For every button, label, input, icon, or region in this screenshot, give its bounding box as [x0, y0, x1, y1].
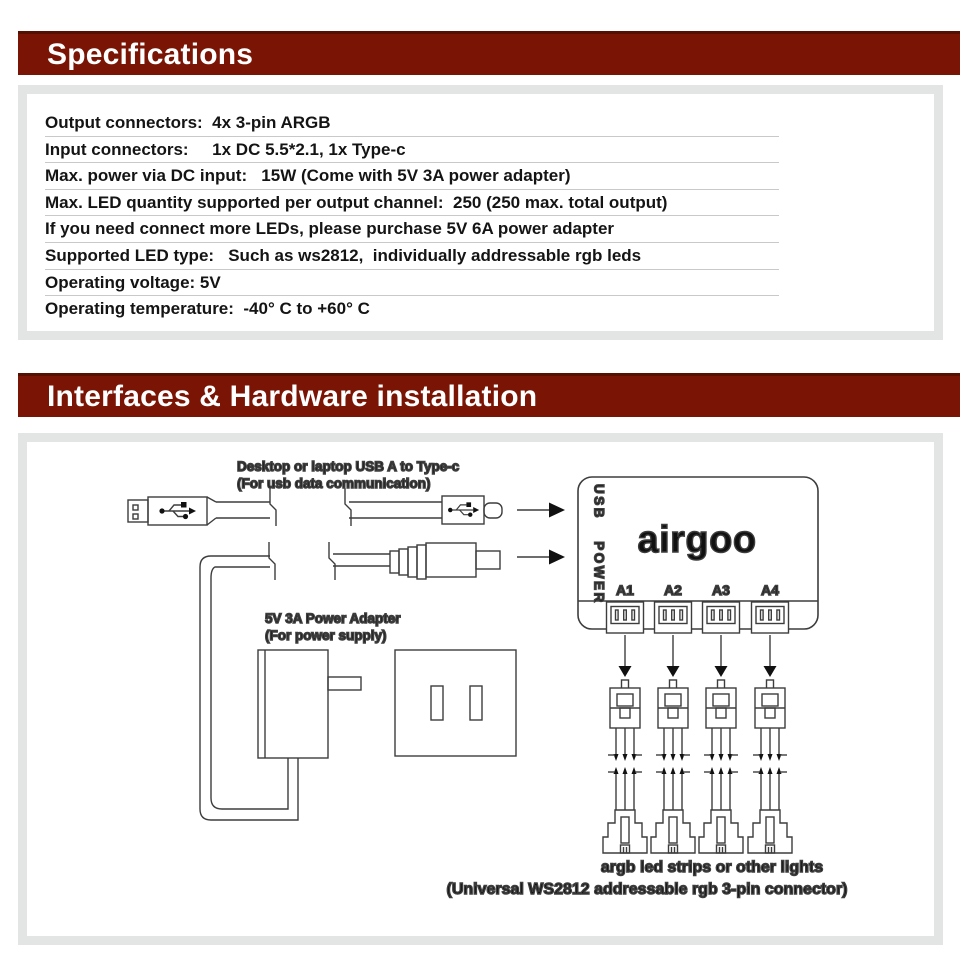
- section-header-interfaces: Interfaces & Hardware installation: [18, 373, 960, 417]
- arrow-right-icon: [517, 503, 565, 518]
- argb-socket-a3: [703, 602, 740, 633]
- down-arrow-icon: [619, 635, 632, 677]
- usb-cable-label-line1: Desktop or laptop USB A to Type-c: [237, 459, 460, 474]
- spec-row-more-leds-note: If you need connect more LEDs, please purchase 5V 6A power adapter: [45, 216, 779, 243]
- adapter-cable: [211, 567, 288, 809]
- female-3pin-connector: [699, 767, 743, 853]
- argb-socket-a4: [752, 602, 789, 633]
- spec-row-input-connectors: Input connectors: 1x DC 5.5*2.1, 1x Type-c: [45, 137, 779, 164]
- hardware-installation-panel: [18, 433, 943, 945]
- port-label-a1: A1: [616, 582, 634, 598]
- spec-row-max-led-quantity: Max. LED quantity supported per output channel: 250 (250 max. total output): [45, 190, 779, 217]
- argb-socket-a2: [655, 602, 692, 633]
- down-arrow-icon: [715, 635, 728, 677]
- power-adapter-icon: [200, 542, 361, 820]
- usb-c-connector-icon: [345, 488, 502, 526]
- port-label-a4: A4: [761, 582, 779, 598]
- wall-outlet-icon: [395, 650, 516, 756]
- controller-box: [578, 477, 818, 633]
- installation-diagram: [27, 442, 934, 936]
- usb-port-label: USB: [591, 483, 607, 521]
- arrow-right-icon: [517, 550, 565, 565]
- female-3pin-connector: [603, 767, 647, 853]
- female-3pin-connector: [651, 767, 695, 853]
- spec-row-led-type: Supported LED type: Such as ws2812, individually addressable rgb leds: [45, 243, 779, 270]
- spec-row-operating-temperature: Operating temperature: -40° C to +60° C: [45, 299, 370, 319]
- strips-caption-line1: argb led strips or other lights: [600, 859, 824, 876]
- port-label-a2: A2: [664, 582, 682, 598]
- brand-logo: airgoo: [637, 519, 757, 561]
- male-3pin-connector: [704, 680, 738, 761]
- strips-caption-line2: (Universal WS2812 addressable rgb 3-pin connector): [446, 881, 848, 898]
- male-3pin-connector: [608, 680, 642, 761]
- spec-list: [45, 110, 779, 322]
- cable-break-mark: [345, 488, 351, 526]
- power-port-label: POWER: [591, 541, 607, 605]
- down-arrow-icon: [667, 635, 680, 677]
- cable-break-mark: [329, 542, 335, 580]
- usb-a-connector-icon: [128, 488, 276, 526]
- female-3pin-connector: [748, 767, 792, 853]
- spec-row-output-connectors: Output connectors: 4x 3-pin ARGB: [45, 110, 779, 137]
- cable-break-mark: [269, 542, 275, 580]
- usb-cable-label-line2: (For usb data communication): [237, 476, 431, 491]
- specifications-panel: [18, 85, 943, 340]
- adapter-cable: [200, 556, 298, 820]
- spec-row-operating-voltage: Operating voltage: 5V: [45, 270, 779, 297]
- male-3pin-connector: [656, 680, 690, 761]
- dc-plug-icon: [329, 542, 500, 580]
- down-arrow-icon: [764, 635, 777, 677]
- spec-row-max-power: Max. power via DC input: 15W (Come with 5V 3A power adapter): [45, 163, 779, 190]
- argb-socket-a1: [607, 602, 644, 633]
- adapter-label-line1: 5V 3A Power Adapter: [265, 611, 401, 626]
- male-3pin-connector: [753, 680, 787, 761]
- cable-break-mark: [270, 488, 276, 526]
- adapter-label-line2: (For power supply): [265, 628, 387, 643]
- port-label-a3: A3: [712, 582, 730, 598]
- section-header-specifications: Specifications: [18, 31, 960, 75]
